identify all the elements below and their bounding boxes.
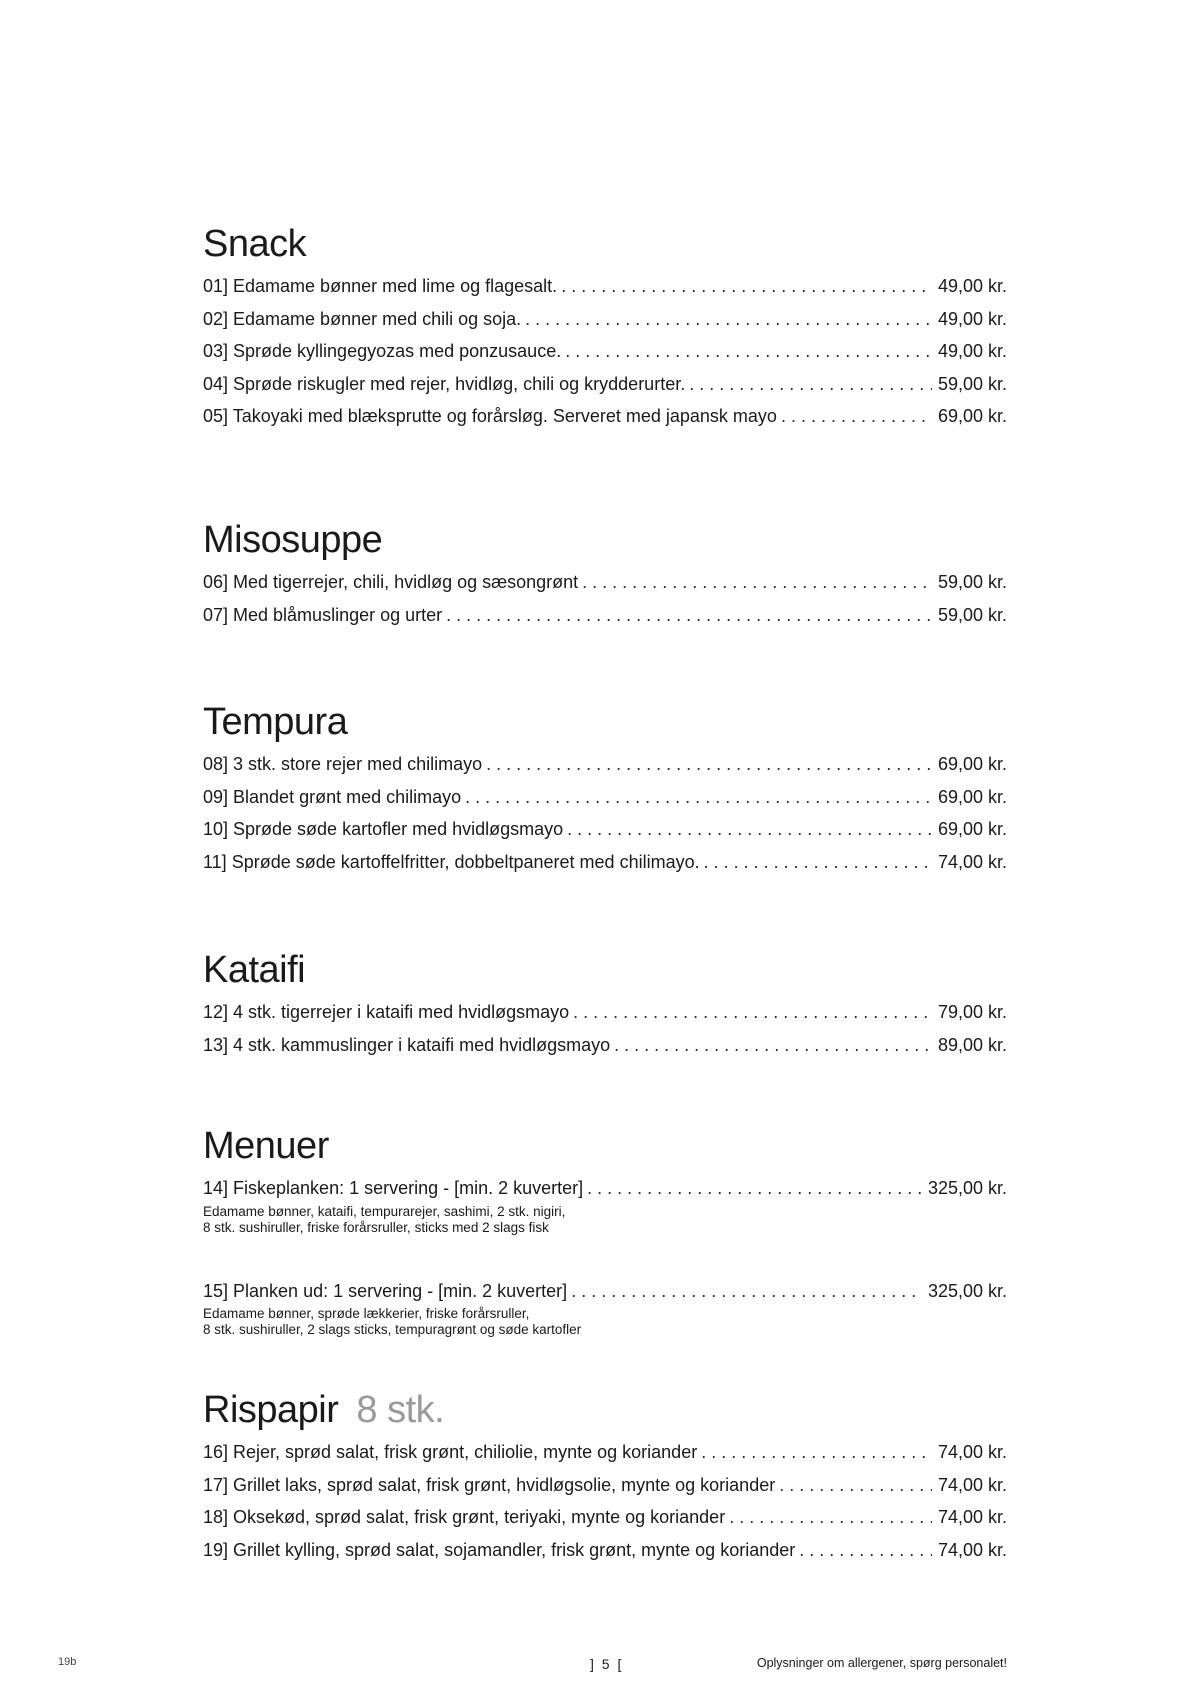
section-title: Snack — [203, 223, 307, 265]
menu-item: 11] Sprøde søde kartoffelfritter, dobbeltpaneret med chilimayo. . . . 74,00 kr. — [203, 846, 1007, 879]
menu-item-with-description — [203, 1172, 1007, 1237]
item-description: Edamame bønner, sprøde lækkerier, friske forårsruller, — [203, 1306, 530, 1321]
menu-item: 03] Sprøde kyllingegyozas med ponzusauce. . . . 49,00 kr. — [203, 335, 1007, 368]
section-tempura — [203, 700, 1007, 878]
menu-item: 04] Sprøde riskugler med rejer, hvidløg, chili og krydderurter. . . . 59,00 kr. — [203, 368, 1007, 401]
page-number: ] 5 [ — [590, 1656, 624, 1672]
menu-item: 08] 3 stk. store rejer med chilimayo . . . 69,00 kr. — [203, 748, 1007, 781]
menu-item: 15] Planken ud: 1 servering - [min. 2 kuverter] . . . 325,00 kr. — [203, 1275, 1007, 1308]
menu-item: 01] Edamame bønner med lime og flagesalt. . . . 49,00 kr. — [203, 270, 1007, 303]
menu-item: 05] Takoyaki med blæksprutte og forårsløg. Serveret med japansk mayo . . . 69,00 kr. — [203, 400, 1007, 433]
section-snack — [203, 222, 1007, 433]
menu-item: 19] Grillet kylling, sprød salat, sojamandler, frisk grønt, mynte og koriander . . . 74,00 kr. — [203, 1534, 1007, 1567]
section-title: Menuer — [203, 1125, 329, 1167]
menu-item: 06] Med tigerrejer, chili, hvidløg og sæsongrønt . . . 59,00 kr. — [203, 566, 1007, 599]
section-title: Kataifi — [203, 949, 306, 991]
menu-item: 13] 4 stk. kammuslinger i kataifi med hvidløgsmayo . . . 89,00 kr. — [203, 1029, 1007, 1062]
section-title-suffix: 8 stk. — [356, 1389, 445, 1431]
menu-item: 10] Sprøde søde kartofler med hvidløgsmayo . . . 69,00 kr. — [203, 813, 1007, 846]
section-title: Tempura — [203, 701, 348, 743]
menu-item: 07] Med blåmuslinger og urter . . . 59,00 kr. — [203, 599, 1007, 632]
section-misosuppe — [203, 518, 1007, 631]
menu-item: 18] Oksekød, sprød salat, frisk grønt, teriyaki, mynte og koriander . . . 74,00 kr. — [203, 1501, 1007, 1534]
menu-item: 09] Blandet grønt med chilimayo . . . 69,00 kr. — [203, 781, 1007, 814]
item-description: 8 stk. sushiruller, friske forårsruller, sticks med 2 slags fisk — [203, 1219, 549, 1235]
section-title: Rispapir 8 stk. — [203, 1389, 445, 1431]
item-description: Edamame bønner, kataifi, tempurarejer, sashimi, 2 stk. nigiri, — [203, 1203, 566, 1219]
menu-item: 02] Edamame bønner med chili og soja. . . . 49,00 kr. — [203, 303, 1007, 336]
section-title: Misosuppe — [203, 519, 383, 561]
menu-item: 16] Rejer, sprød salat, frisk grønt, chiliolie, mynte og koriander . . . 74,00 kr. — [203, 1436, 1007, 1469]
section-kataifi — [203, 948, 1007, 1061]
section-menuer — [203, 1124, 1007, 1377]
menu-item-with-description — [203, 1275, 1007, 1340]
item-description: 8 stk. sushiruller, 2 slags sticks, tempuragrønt og søde kartofler — [203, 1322, 582, 1337]
menu-item: 12] 4 stk. tigerrejer i kataifi med hvidløgsmayo . . . 79,00 kr. — [203, 996, 1007, 1029]
page-code: 19b — [58, 1656, 77, 1668]
menu-item: 17] Grillet laks, sprød salat, frisk grønt, hvidløgsolie, mynte og koriander . . . 74,00 kr. — [203, 1469, 1007, 1502]
section-rispapir — [203, 1388, 1007, 1566]
allergen-note: Oplysninger om allergener, spørg personalet! — [756, 1656, 1007, 1670]
menu-item: 14] Fiskeplanken: 1 servering - [min. 2 kuverter] . . . 325,00 kr. — [203, 1172, 1007, 1205]
